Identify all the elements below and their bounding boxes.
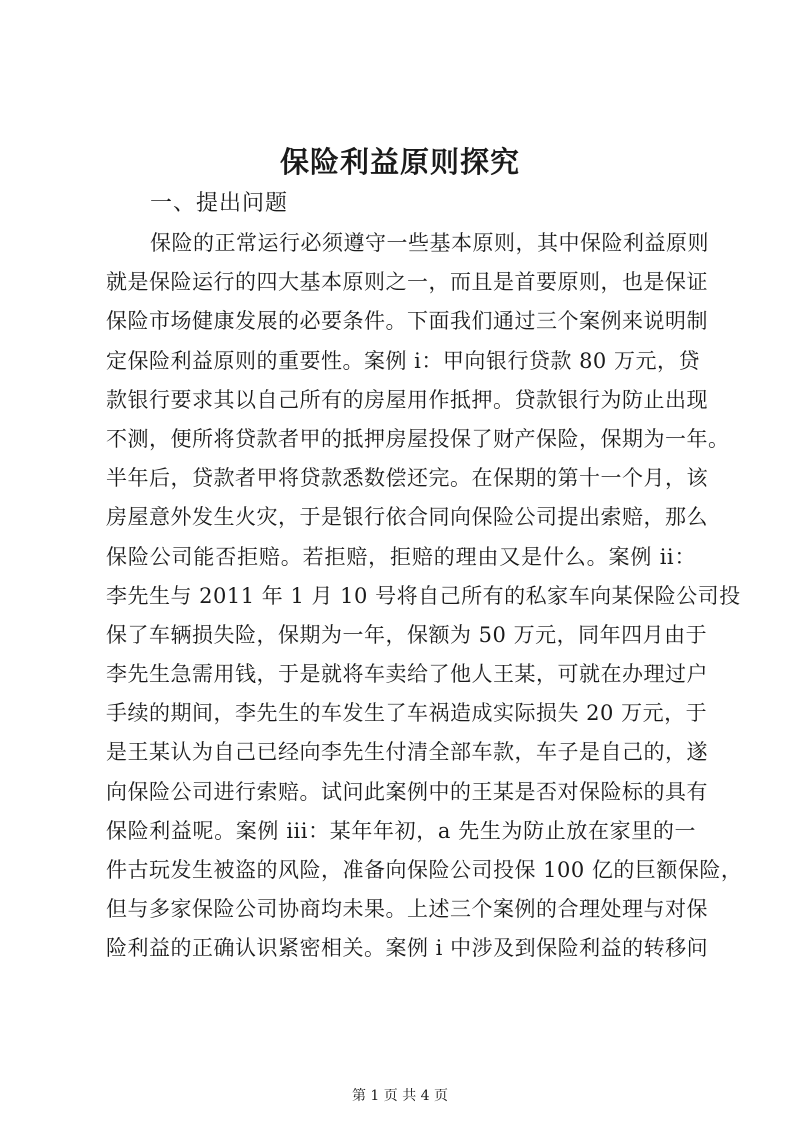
paragraph-line: 款银行要求其以自己所有的房屋用作抵押。贷款银行为防止出现 [106,387,708,412]
paragraph-line: 保险市场健康发展的必要条件。下面我们通过三个案例来说明制 [106,309,708,334]
paragraph-line: 李先生与 2011 年 1 月 10 号将自己所有的私家车向某保险公司投 [106,583,741,608]
paragraph-line: 保了车辆损失险，保期为一年，保额为 50 万元，同年四月由于 [106,622,708,647]
paragraph-line: 保险的正常运行必须遵守一些基本原则，其中保险利益原则 [150,231,709,255]
paragraph-line: 保险利益呢。案例 iii：某年年初，a 先生为防止放在家里的一 [106,818,696,843]
body-text [106,224,743,969]
paragraph-line: 不测，便所将贷款者甲的抵押房屋投保了财产保险，保期为一年。 [106,426,730,451]
paragraph-line: 保险公司能否拒赔。若拒赔，拒赔的理由又是什么。案例 ii： [106,544,696,569]
paragraph-line: 险利益的正确认识紧密相关。案例 i 中涉及到保险利益的转移问 [106,936,709,961]
paragraph-line: 半年后，贷款者甲将贷款悉数偿还完。在保期的第十一个月，该 [106,466,708,491]
paragraph-line: 手续的期间，李先生的车发生了车祸造成实际损失 20 万元，于 [106,701,708,726]
document-title: 保险利益原则探究 [279,145,520,179]
paragraph-line: 但与多家保险公司协商均未果。上述三个案例的合理处理与对保 [106,897,708,922]
paragraph-line: 是王某认为自己已经向李先生付清全部车款，车子是自己的，遂 [106,740,708,765]
paragraph-line: 房屋意外发生火灾，于是银行依合同向保险公司提出索赔，那么 [106,505,708,530]
page-footer: 第 1 页 共 4 页 [351,1088,449,1104]
paragraph-line: 定保险利益原则的重要性。案例 i：甲向银行贷款 80 万元，贷 [106,348,700,373]
paragraph-line: 就是保险运行的四大基本原则之一，而且是首要原则，也是保证 [106,270,708,295]
section-heading: 一、提出问题 [150,191,289,216]
paragraph-line: 李先生急需用钱，于是就将车卖给了他人王某，可就在办理过户 [106,662,708,687]
paragraph-line: 件古玩发生被盗的风险，准备向保险公司投保 100 亿的巨额保险， [106,858,743,882]
paragraph-line: 向保险公司进行索赔。试问此案例中的王某是否对保险标的具有 [106,779,708,804]
